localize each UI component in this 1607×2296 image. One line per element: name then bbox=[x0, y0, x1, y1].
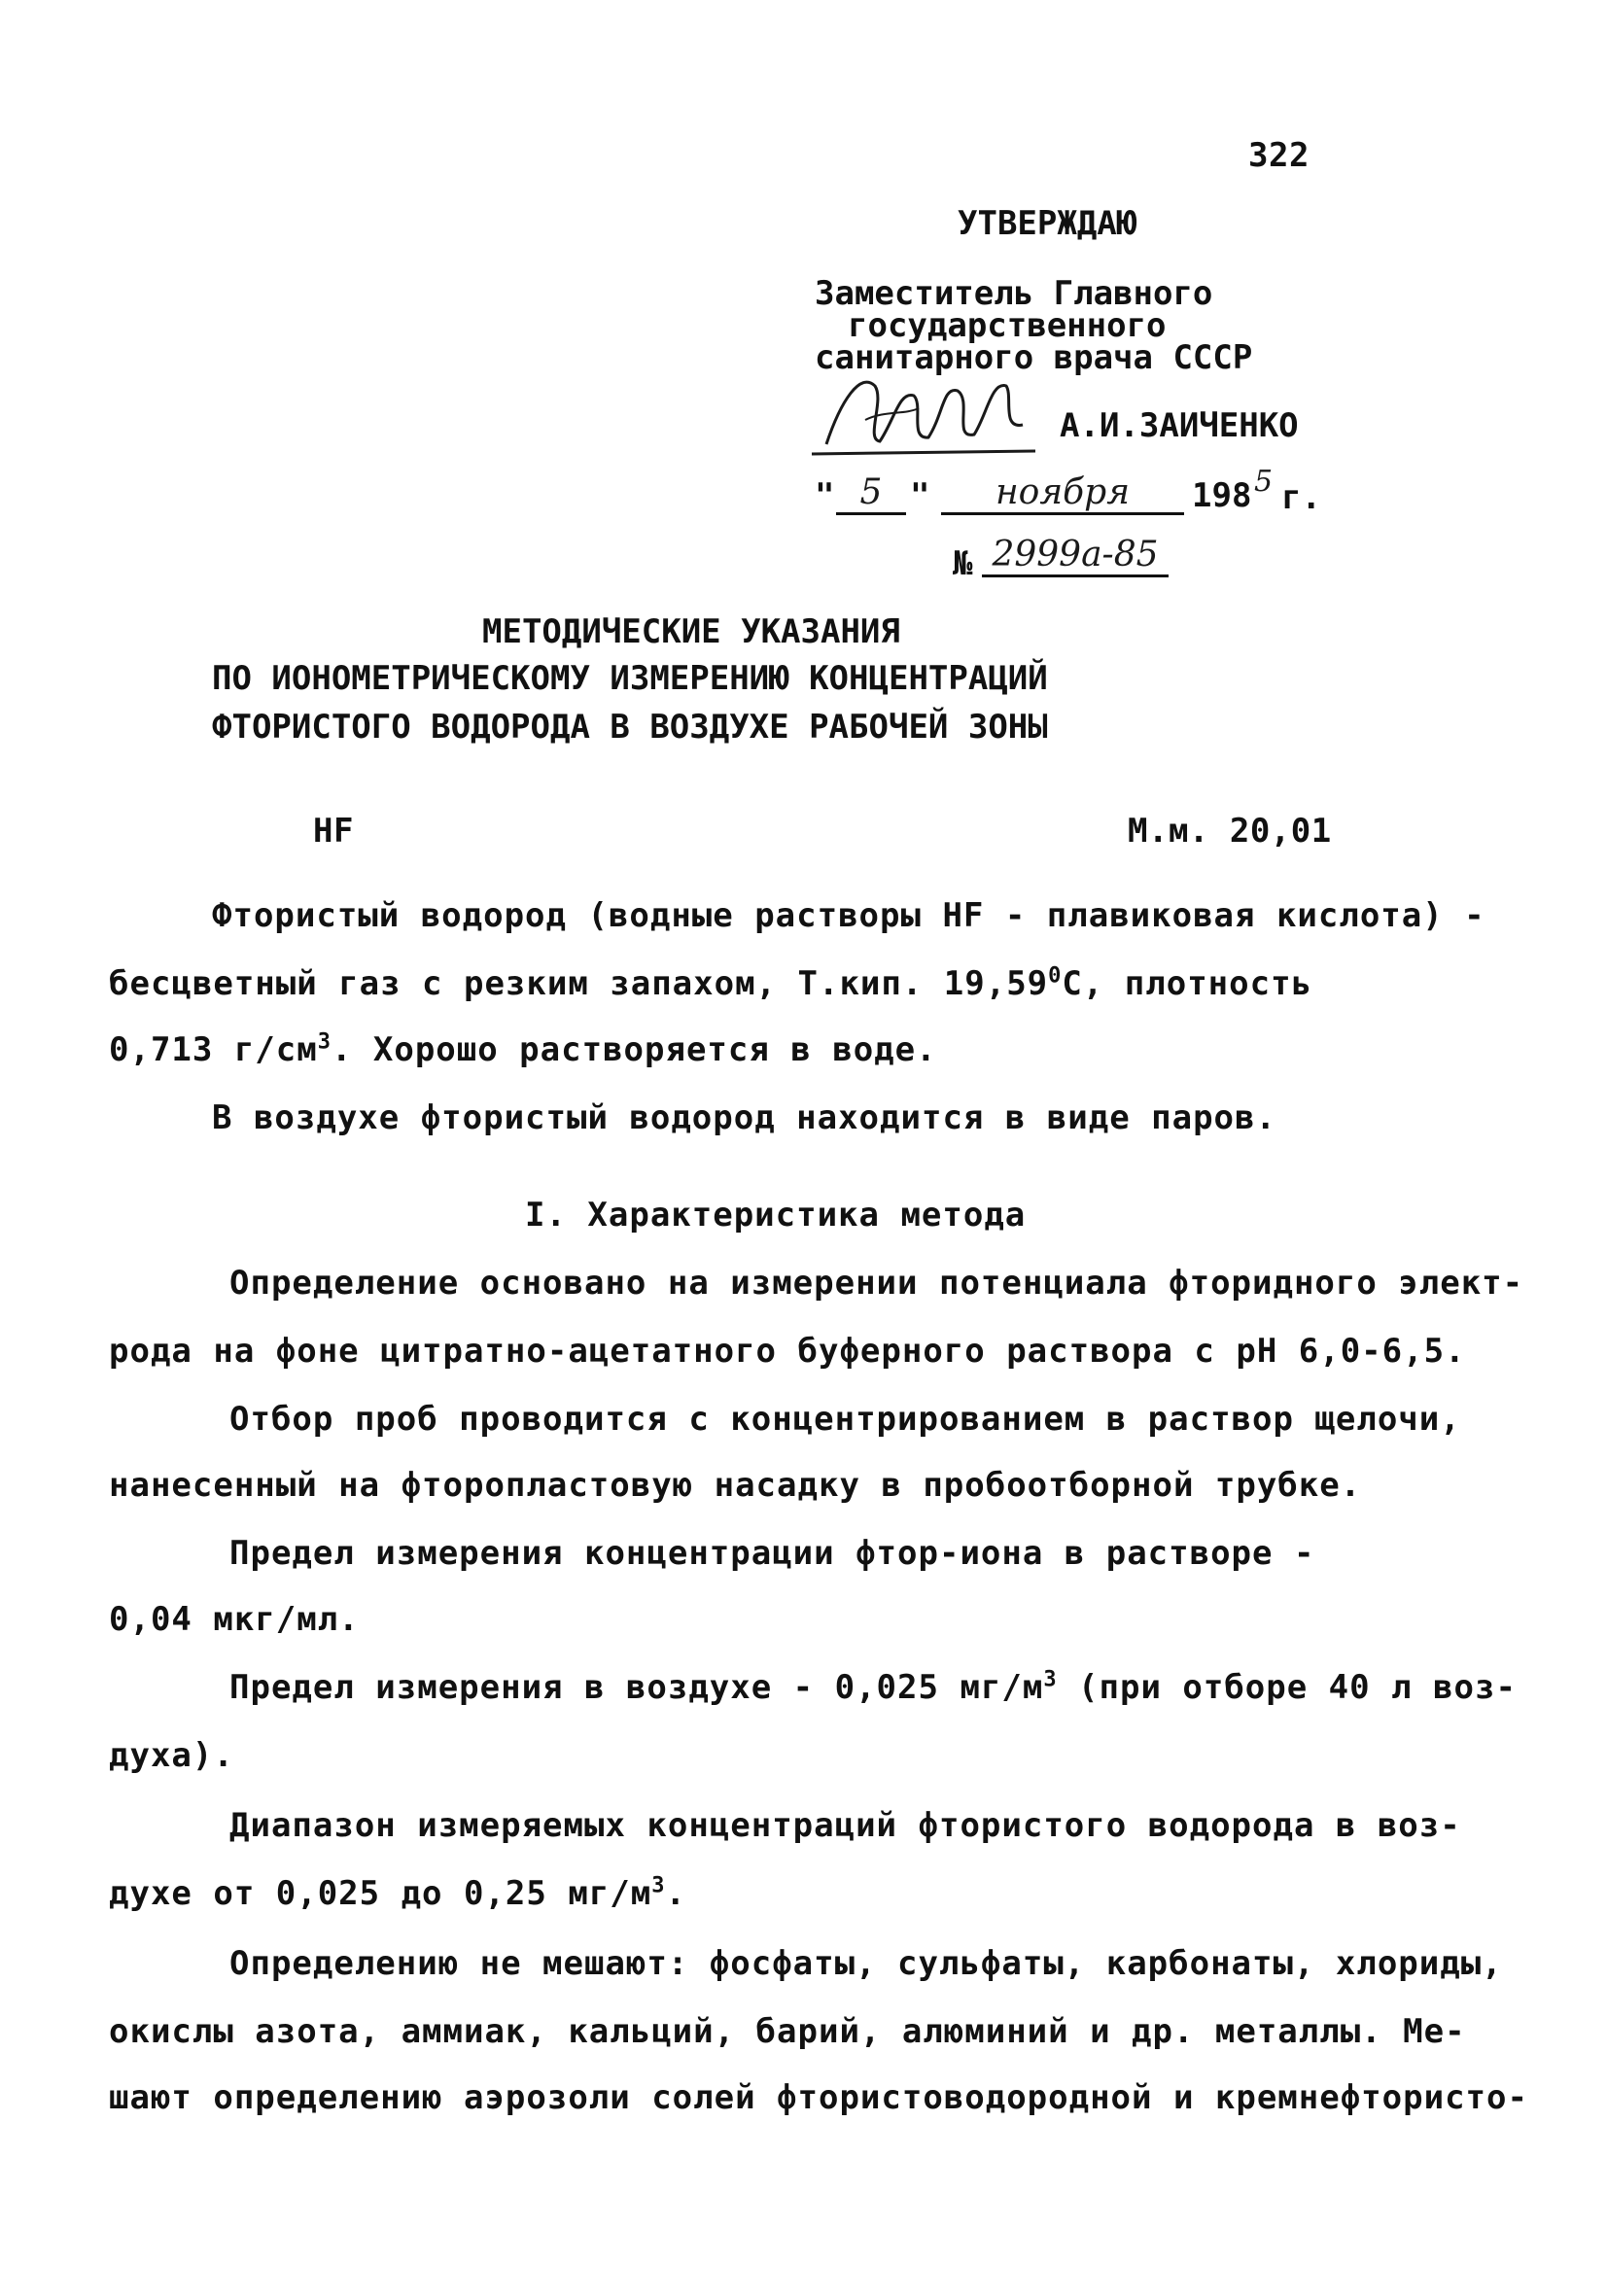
intro-line4: В воздухе фтористый водород находится в виде паров. bbox=[212, 1098, 1276, 1137]
section1-p6-line1: Определению не мешают: фосфаты, сульфаты, карбонаты, хлориды, bbox=[229, 1944, 1503, 1983]
section1-p2-line2: нанесенный на фторопластовую насадку в пробоотборной трубке. bbox=[109, 1466, 1362, 1505]
section1-p5-line2: духе от 0,025 до 0,25 $мг/м^3$. bbox=[109, 1873, 686, 1913]
date-month: ноября bbox=[941, 472, 1184, 515]
section1-p4-line1: Предел измерения в воздухе - 0,025 $мг/м^3$ (при отборе 40 л воз- bbox=[229, 1667, 1517, 1707]
page-number: 322 bbox=[1248, 136, 1310, 175]
number-sign: № bbox=[953, 544, 973, 583]
date-open-quote: " bbox=[815, 476, 835, 515]
approval-position-line2: государственного bbox=[848, 306, 1167, 345]
section1-p2-line1: Отбор проб проводится с концентрированием в раствор щелочи, bbox=[229, 1400, 1461, 1439]
approver-name: А.И.ЗАИЧЕНКО bbox=[1060, 406, 1299, 445]
approval-position-line3: санитарного врача СССР bbox=[815, 338, 1253, 377]
title-line1: МЕТОДИЧЕСКИЕ УКАЗАНИЯ bbox=[482, 612, 900, 651]
section1-p3-line2: 0,04 мкг/мл. bbox=[109, 1600, 360, 1639]
date-year-tail: г. bbox=[1281, 478, 1321, 517]
date-day: 5 bbox=[836, 472, 906, 515]
section1-p5-line1: Диапазон измеряемых концентраций фтористого водорода в воз- bbox=[229, 1806, 1461, 1845]
intro-line1: Фтористый водород (водные растворы HF - плавиковая кислота) - bbox=[212, 896, 1485, 935]
date-year-prefix: 198 bbox=[1192, 476, 1252, 515]
date-close-quote: " bbox=[910, 476, 930, 515]
molecular-mass: М.м. 20,01 bbox=[1128, 812, 1332, 851]
signature bbox=[807, 362, 1040, 469]
intro-line2: бесцветный газ с резким запахом, Т.кип. 19,59$^0$С, плотность bbox=[109, 963, 1313, 1003]
section1-heading: I. Характеристика метода bbox=[525, 1196, 1027, 1235]
section1-p4-line2: духа). bbox=[109, 1736, 234, 1775]
section1-p6-line3: шают определению аэрозоли солей фтористоводородной и кремнефтористо- bbox=[109, 2078, 1528, 2117]
approval-title: УТВЕРЖДАЮ bbox=[958, 204, 1137, 243]
title-line2: ПО ИОНОМЕТРИЧЕСКОМУ ИЗМЕРЕНИЮ КОНЦЕНТРАЦИЙ bbox=[212, 659, 1048, 698]
title-line3: ФТОРИСТОГО ВОДОРОДА В ВОЗДУХЕ РАБОЧЕЙ ЗОНЫ bbox=[212, 708, 1048, 747]
section1-p1-line1: Определение основано на измерении потенциала фторидного элект- bbox=[229, 1264, 1524, 1303]
section1-p1-line2: рода на фоне цитратно-ацетатного буферного раствора с рН 6,0-6,5. bbox=[109, 1332, 1466, 1371]
approval-number: 2999а-85 bbox=[982, 535, 1169, 577]
intro-line3: 0,713 $г/см^3$. Хорошо растворяется в воде. bbox=[109, 1029, 937, 1069]
approval-position-line1: Заместитель Главного bbox=[815, 274, 1213, 313]
section1-p6-line2: окислы азота, аммиак, кальций, барий, алюминий и др. металлы. Ме- bbox=[109, 2012, 1466, 2051]
chemical-formula: HF bbox=[313, 812, 354, 851]
date-year-suffix: 5 bbox=[1254, 465, 1274, 499]
section1-p3-line1: Предел измерения концентрации фтор-иона в растворе - bbox=[229, 1534, 1315, 1573]
